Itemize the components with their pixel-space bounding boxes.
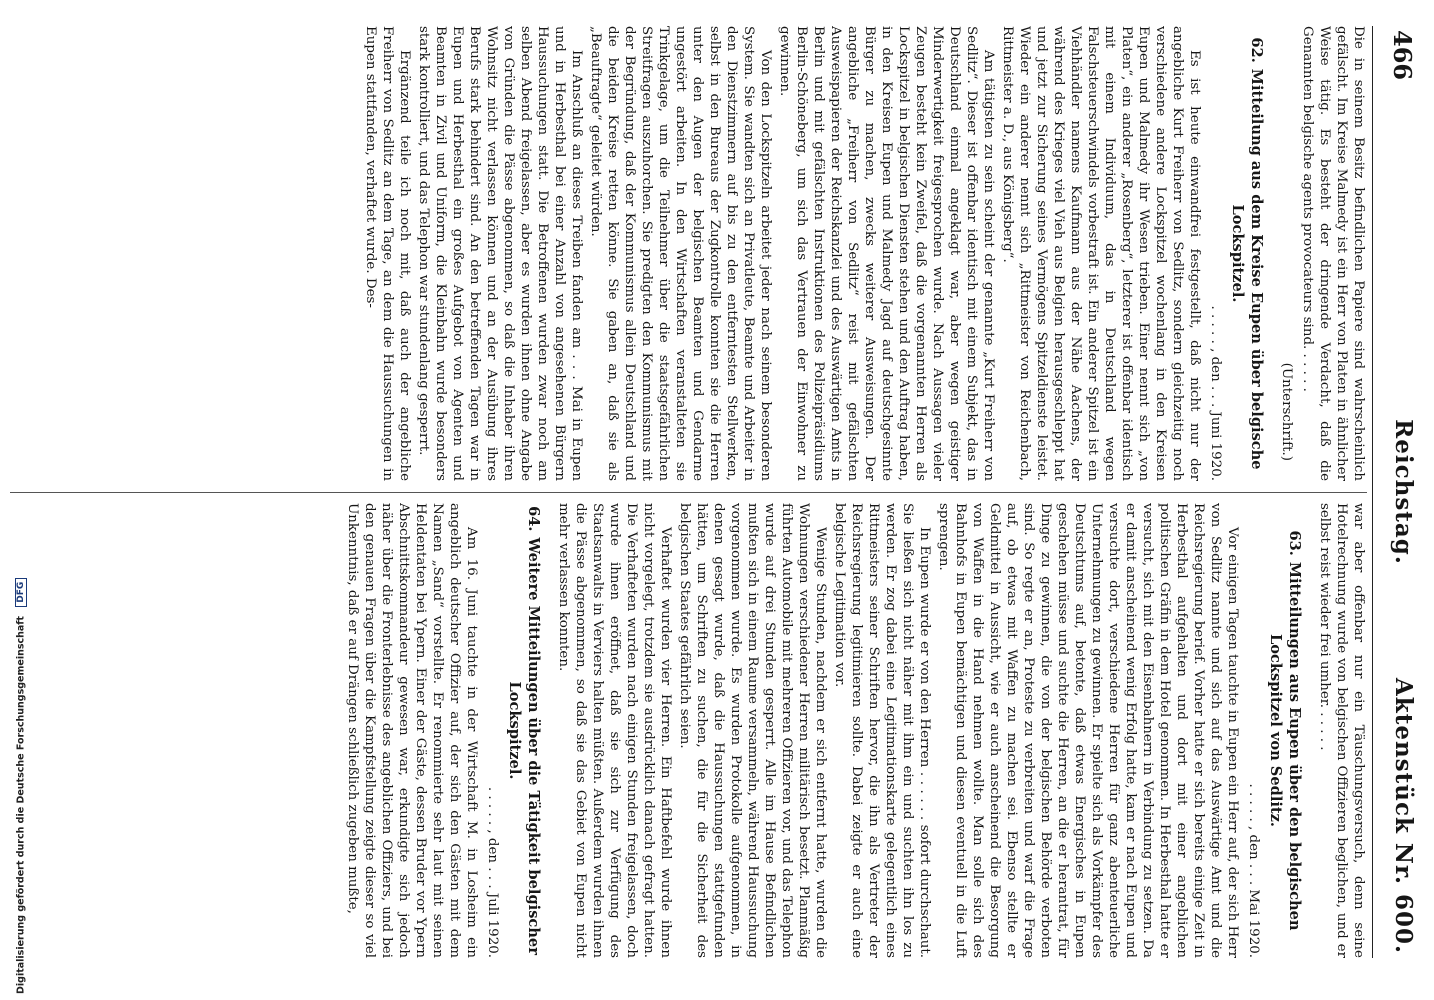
header-document-number: Aktenstück Nr. 600. [1390,677,1417,954]
dateline: . . . . . , den . . . Mai 1920. [1246,783,1261,958]
signature: (Unterschrift.) [1279,362,1294,461]
paragraph: Wenige Stunden, nachdem er sich entfernt hatte, wurden die Wohnungen verschiedener Herren militärisch besetzt. Planmäßig führten Automobile mit mehreren Offizieren vor, und das Telephon wurde auf drei Stunden gesperrt. Alle im Hause Befindlichen mußten sich in einem Raume versammeln, während Haussuchung vorgenommen wurde. Es wurden Protokolle aufgenommen, in denen gesagt wurde, daß die Haussuchungen stattgefunden hätten, um Schriften zu suchen, die für die Sicherheit des belgischen Staates gefährlich seien. [677,503,828,958]
paragraph: Von den Lockspitzeln arbeitet jeder nach seinem besonderen System. Sie wandten sich an Privatleute, Beamte und Arbeiter in den Dienstzimmern auf bis zu den entferntesten Stellwerken, selbst in den Bureaus der Zugkontrolle konnten sie die Herren unter den Augen der belgischen Beamten und Gendarme ungestört arbeiten. In den Wirtschaften veranstalteten sie Trinkgelage, um die Teilnehmer über die staatsgefährlichen Streitfragen auszuhorchen. Sie predigten den Kommunismus mit der Begründung, daß der Kommunismus allein Deutschland und die beiden Kreise retten könne. Sie gaben an, daß sie als „Beauftragte“ geleitet würden. [588,26,773,481]
dateline: . . . . . , den . . . Juli 1920. [485,786,500,958]
dateline: . . . . . , den . . . Juni 1920. [1208,305,1223,481]
paragraph: Im Anschluß an dieses Treiben fanden am . . . Mai in Eupen und in Herbesthal bei einer Anzahl von angesehenen Bürgern Haussuchungen statt. Die Betroffenen wurden zwar noch am selben Abend freigelassen, aber es wurden ihnen ohne Angabe von Gründen die Pässe abgenommen, so daß die Inhaber ihren Wohnsitz nicht verlassen können und an der Ausübung ihres Berufs stark behindert sind. An den betreffenden Tagen war in Eupen und Herbesthal ein großes Aufgebot von Agenten und Beamten in Zivil und Uniform, die Kleinbahn wurde besonders stark kontrolliert, und das Telephon war stundenlang gesperrt. [416,26,584,481]
section-title: Weitere Mitteilungen über die Tätigkeit belgischer Lockspitzel. [506,537,542,955]
right-column [10,503,1367,958]
left-column [10,26,1367,481]
continuation-text: Die in seinem Besitz befindlichen Papiere sind wahrscheinlich gefälscht. Im Kreise Malmedy ist ein Herr von Platen in ähnlicher Weise tätig. Es besteht der dringende Verdacht, daß die Genannten belgische agents provocateurs sind. . . . . . [1300,26,1366,481]
column-divider [10,492,1367,493]
section-63-heading [1266,503,1304,958]
section-number: 62. [1248,37,1265,63]
header-title: Reichstag. [1390,419,1417,565]
section-title: Mitteilung aus dem Kreise Eupen über belgische Lockspitzel. [1229,68,1265,470]
section-64-heading [505,503,543,958]
credit-text: Digitalisierung gefördert durch die Deutsche Forschungsgemeinschaft [15,616,27,994]
paragraph: Am tätigsten zu sein scheint der genannte „Kurt Freiherr von Sedlitz“. Dieser ist offenbar identisch mit einem Subjekt, das in Deutschland einmal angeklagt war, aber wegen geistiger Minderwertigkeit freigesprochen wurde. Nach Aussagen vieler Zeugen besteht kein Zweifel, daß die vorgenannten Herren als Lockspitzel in belgischen Diensten stehen und den Auftrag haben, in den Kreisen Eupen und Malmedy Jagd auf deutschgesinnte Bürger zu machen, zwecks weiterer Ausweisungen. Der angebliche „Freiherr von Sedlitz“ reist mit gefälschten Ausweispapieren der Reichskanzlei und des Auswärtigen Amts in Berlin und mit gefälschten Instruktionen des Polizeipräsidiums Berlin-Schöneberg, um sich das Vertrauen der Einwohner zu gewinnen. [777,26,996,481]
section-number: 63. [1286,530,1303,556]
paragraph: Verhaftet wurden vier Herren. Ein Haftbefehl wurde ihnen nicht vorgelegt, trotzdem sie ausdrücklich danach gefragt hatten. Die Verhafteten wurden nach einigen Stunden freigelassen, doch wurde ihnen eröffnet, daß sie sich zur Verfügung des Staatsanwalts in Verviers halten müßten. Außerdem wurden ihnen die Pässe abgenommen, so daß sie das Gebiet von Eupen nicht mehr verlassen konnten. [556,503,673,958]
two-column-body [10,26,1367,958]
paragraph: Vor einigen Tagen tauchte in Eupen ein Herr auf, der sich Herr von Sedlitz nannte und sich auf das Auswärtige Amt und die Reichsregierung berief. Vorher hatte er sich bereits einige Zeit in Herbesthal aufgehalten und dort mit einer angeblichen politischen Gräfin in dem Hotel genommen. In Herbesthal hatte er versucht, sich mit den Eisenbahnern in Verbindung zu setzen. Da er damit anscheinend wenig Erfolg hatte, kam er nach Eupen und versuchte dort, verschiedene Herren für ganz abenteuerliche Unternehmungen zu gewinnen. Er spielte sich als Vorkämpfer des Deutschtums auf, betonte, daß etwas Energisches in Eupen geschehen müsse und suchte die Herren, an die er herantrat, für Dinge zu gewinnen, die von der belgischen Behörde verboten sind. So regte er an, Proteste zu verbreiten und warf die Frage auf, ob etwas mit Waffen zu machen sei. Ebenso stellte er Geldmittel in Aussicht, wie er auch anscheinend die Besorgung von Waffen in die Hand nehmen wollte. Man solle sich des Bahnhofs in Eupen bemächtigen und diesen eventuell in die Luft sprengen. [936,503,1240,958]
paragraph: Es ist heute einwandfrei festgestellt, daß nicht nur der angebliche Kurt Freiherr von Sedlitz, sondern gleichzeitig noch verschiedene andere Lockspitzel wochenlang in den Kreisen Eupen und Malmedy ihr Wesen trieben. Einer nennt sich „von Platen“, ein anderer „Rosenberg“, letzterer ist offenbar identisch mit einem Individuum, das in Deutschland wegen Falschsteuerschwindels vorbestraft ist. Ein anderer Spitzel ist ein Viehhändler namens Kaufmann aus der Nähe Aachens, der während des Krieges viel Vieh aus Belgien herausgeschleppt hat und jetzt zur Sicherung seines Vermögens Spitzeldienste leistet. Wieder ein anderer nennt sich „Rittmeister von Reichenbach, Rittmeister a. D., aus Königsberg“. [1000,26,1202,481]
paragraph: Ergänzend teile ich noch mit, daß auch der angebliche Freiherr von Sedlitz an dem Tage, an dem die Haussuchungen in Eupen stattfanden, verhaftet wurde. Des- [363,26,412,481]
page-header [1372,26,1425,958]
dfg-logo: DFG [15,578,27,607]
paragraph: In Eupen wurde er von den Herren . . . . . . sofort durchschaut. Sie ließen sich nicht näher mit ihm ein und suchten ihn los zu werden. Er zog dabei eine Legitimationskarte gelegentlich eines Rittmeisters seiner Schriften hervor, die ihn als Vertreter der Reichsregierung legitimieren sollte. Dabei zeigte er auch eine belgische Legitimation vor. [832,503,932,958]
section-62-heading [1228,26,1266,481]
section-number: 64. [525,506,542,532]
continuation-text: war aber offenbar nur ein Täuschungsversuch, denn seine Hotelrechnung wurde von belgischen Offizieren beglichen, und er selbst reist wieder frei umher. . . . . . [1317,503,1366,958]
section-title: Mitteilungen aus Eupen über den belgischen Lockspitzel von Sedlitz. [1267,561,1303,931]
paragraph: Am 16. Juni tauchte in der Wirtschaft M. in Losheim ein angeblich deutscher Offizier auf, der sich den Gästen mit dem Namen „Sand“ vorstellte. Er renommierte sehr laut mit seinen Heldentaten bei Ypern. Einer der Gäste, dessen Bruder vor Ypern Abschnittskommandeur gewesen war, erkundigte sich jedoch näher über die Fronterlebnisse des angeblichen Offiziers, und bei den genauen Fragen über die Kampfstellung zeigte dieser so viel Unkenntnis, daß er auf Drängen schließlich zugeben mußte, [345,503,479,958]
document-page [0,12,1425,972]
page-number: 466 [1388,30,1417,81]
